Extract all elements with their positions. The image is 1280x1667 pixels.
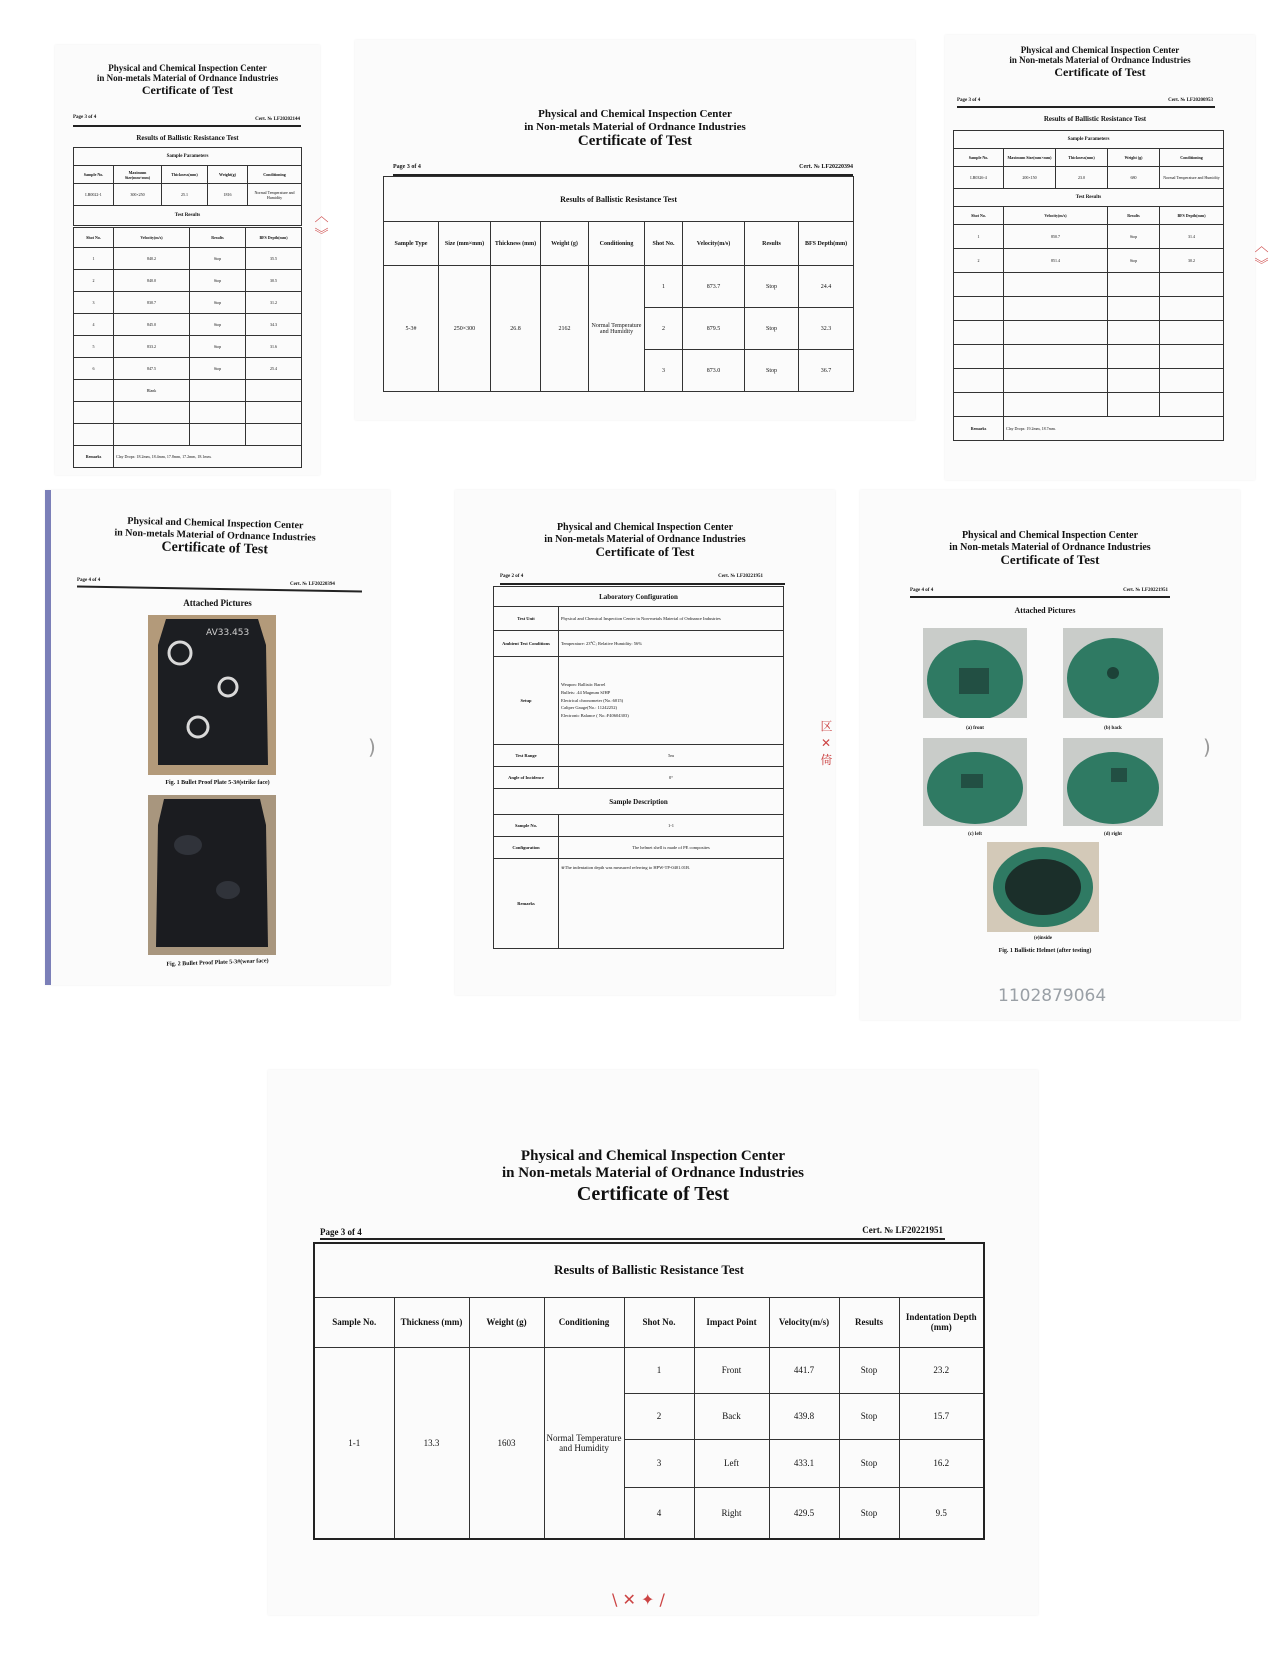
table-row	[74, 358, 302, 380]
table-cell: Stop	[190, 336, 246, 358]
table-cell: Indentation Depth (mm)	[899, 1297, 984, 1347]
table-cell: 850.7	[1004, 225, 1108, 249]
table-cell	[954, 297, 1004, 321]
table-cell	[1004, 345, 1108, 369]
table-row	[384, 266, 854, 308]
table-cell: 31.4	[1160, 225, 1224, 249]
table-cell: 24.4	[799, 266, 854, 308]
table-cell	[114, 402, 190, 424]
table-cell: Stop	[190, 358, 246, 380]
table-cell: Stop	[839, 1439, 899, 1487]
table-cell: 851.4	[1004, 249, 1108, 273]
cert-number: Cert. № LF20220394	[290, 582, 335, 587]
page-number: Page 3 of 4	[320, 1227, 362, 1237]
table-cell: Sample Description	[494, 789, 784, 815]
table-cell: Physical and Chemical Inspection Center in Non-metals Material of Ordnance Industries	[559, 607, 784, 631]
table-cell: 680	[1108, 167, 1160, 189]
page-number: Page 3 of 4	[73, 115, 97, 120]
helmet-left-photo	[923, 738, 1027, 826]
table-row	[74, 380, 302, 402]
table-cell: Sample No.	[494, 815, 559, 837]
test-results-table	[953, 206, 1224, 441]
table-cell: Test Unit	[494, 607, 559, 631]
divider	[320, 1238, 945, 1240]
table-cell: 23.2	[899, 1347, 984, 1393]
table-cell: 3	[624, 1439, 694, 1487]
table-cell: 16.2	[899, 1439, 984, 1487]
table-cell: Stop	[1108, 225, 1160, 249]
table-cell: Shot No.	[74, 228, 114, 248]
table-cell: 1	[74, 248, 114, 270]
certificate-header: Physical and Chemical Inspection Center in Non-metals Material of Ordnance Industries Certificate of Test	[114, 515, 316, 558]
table-cell	[246, 402, 302, 424]
table-cell: 833.2	[114, 336, 190, 358]
table-cell	[1004, 369, 1108, 393]
table-cell: 840.2	[114, 248, 190, 270]
table-cell: Maximum Size(mm×mm)	[114, 166, 162, 184]
certificate-header: Physical and Chemical Inspection Center in Non-metals Material of Ordnance Industries Certificate of Test	[501, 1148, 805, 1205]
table-cell	[114, 424, 190, 446]
table-cell: Clay Drops: 18.2mm, 18.4mm, 17.8mm, 17.2mm, 18.1mm.	[114, 446, 302, 468]
page-edge	[45, 490, 51, 985]
table-cell: Velocity(m/s)	[683, 222, 745, 266]
table-cell: 36.7	[799, 350, 854, 392]
table-cell: Remarks	[954, 417, 1004, 441]
table-cell: Results of Ballistic Resistance Test	[384, 177, 854, 222]
table-cell: Sample No.	[74, 166, 114, 184]
table-row	[74, 270, 302, 292]
table-cell	[954, 393, 1004, 417]
table-cell	[1108, 393, 1160, 417]
table-cell	[1004, 393, 1108, 417]
binder-mark: )	[1203, 735, 1211, 759]
certificate-page-1	[55, 45, 320, 475]
table-cell: Blank	[114, 380, 190, 402]
photo-caption: (a) front	[966, 726, 984, 731]
photo-caption: (c) left	[968, 832, 982, 837]
table-cell: Normal Temperature and Humidity	[1160, 167, 1224, 189]
table-cell: 9.5	[899, 1487, 984, 1539]
plate-marking: AV33.453	[206, 628, 250, 638]
cert-number: Cert. № LF20221951	[718, 574, 763, 579]
certificate-page-6	[860, 490, 1240, 1020]
photo-caption: (b) back	[1104, 726, 1122, 731]
table-cell	[1108, 297, 1160, 321]
table-cell: LR0326-4	[954, 167, 1004, 189]
table-cell: Sample No.	[314, 1297, 394, 1347]
table-cell: The helmet shell is made of PE composites	[559, 837, 784, 859]
page-number: Page 2 of 4	[500, 574, 524, 579]
table-cell: Laboratory Configuration	[494, 587, 784, 607]
table-row	[74, 314, 302, 336]
certificate-header: Physical and Chemical Inspection Center in Non-metals Material of Ordnance Industries Certificate of Test	[96, 63, 279, 97]
table-cell: 300×250	[114, 184, 162, 206]
table-cell: 873.0	[683, 350, 745, 392]
table-cell: Weight (g)	[1108, 149, 1160, 167]
table-cell: Stop	[1108, 249, 1160, 273]
certificate-header: Physical and Chemical Inspection Center in Non-metals Material of Ordnance Industries Certificate of Test	[544, 522, 746, 559]
table-cell	[954, 345, 1004, 369]
table-cell: 830.7	[114, 292, 190, 314]
table-cell: 4	[624, 1487, 694, 1539]
table-cell	[190, 424, 246, 446]
page-number: Page 3 of 4	[957, 98, 981, 103]
table-cell: Stop	[839, 1487, 899, 1539]
table-cell: 2	[954, 249, 1004, 273]
table-cell: Back	[694, 1393, 769, 1439]
table-cell: Conditioning	[589, 222, 645, 266]
table-cell: 1	[624, 1347, 694, 1393]
figure-caption: Fig. 1 Ballistic Helmet (after testing)	[998, 948, 1092, 954]
binder-mark: )	[368, 735, 376, 759]
table-cell: 5m	[559, 745, 784, 767]
table-cell: Thickness (mm)	[491, 222, 541, 266]
table-cell: Weight (g)	[469, 1297, 544, 1347]
table-cell: Shot No.	[645, 222, 683, 266]
table-cell: 433.1	[769, 1439, 839, 1487]
table-cell: Ambient Test Conditions	[494, 631, 559, 657]
table-cell: Stop	[745, 266, 799, 308]
figure-caption: Fig. 2 Bullet Proof Plate 5-3#(wear face)	[166, 958, 269, 968]
table-cell: Stop	[839, 1393, 899, 1439]
table-cell: 2	[645, 308, 683, 350]
table-cell: Test Range	[494, 745, 559, 767]
stamp-mark: 〈 》	[312, 208, 329, 242]
table-cell: 200×150	[1004, 167, 1056, 189]
table-cell: 1816	[208, 184, 248, 206]
table-cell: Remarks	[74, 446, 114, 468]
page-number: Page 4 of 4	[77, 578, 101, 583]
table-cell: Stop	[190, 270, 246, 292]
table-cell: 23.0	[1056, 167, 1108, 189]
certificate-header: Physical and Chemical Inspection Center in Non-metals Material of Ordnance Industries Certificate of Test	[524, 108, 746, 150]
helmet-right-photo	[1063, 738, 1163, 826]
table-cell: Test Results	[74, 206, 302, 226]
table-cell: 5-3#	[384, 266, 439, 392]
table-cell: Sample Parameters	[74, 148, 302, 166]
table-cell: 6	[74, 358, 114, 380]
helmet-front-photo	[923, 628, 1027, 718]
photo-caption: (d) right	[1104, 832, 1122, 837]
table-cell: Sample Parameters	[954, 131, 1224, 149]
table-row	[954, 225, 1224, 249]
table-cell: Maximum Size(mm×mm)	[1004, 149, 1056, 167]
test-results-table	[73, 227, 302, 468]
table-row	[314, 1347, 984, 1393]
cert-number: Cert. № LF20200953	[1168, 98, 1213, 103]
table-cell: Impact Point	[694, 1297, 769, 1347]
table-cell: 25.1	[162, 184, 208, 206]
table-cell: Velocity(m/s)	[769, 1297, 839, 1347]
plate-wear-face-photo	[148, 795, 276, 955]
table-cell: Setup	[494, 657, 559, 745]
table-cell: Stop	[745, 308, 799, 350]
results-table	[313, 1242, 985, 1540]
table-cell: 34.3	[246, 314, 302, 336]
table-cell	[74, 424, 114, 446]
page-number: Page 3 of 4	[393, 164, 421, 170]
results-table	[383, 176, 854, 392]
table-cell: Conditioning	[248, 166, 302, 184]
figure-caption: Fig. 1 Bullet Proof Plate 5-3#(strike face)	[165, 780, 270, 786]
cert-number: Cert. № LF20221951	[862, 1225, 943, 1235]
table-cell: 847.5	[114, 358, 190, 380]
table-cell: Normal Temperature and Humidity	[544, 1347, 624, 1539]
table-cell	[74, 380, 114, 402]
table-cell: 26.8	[491, 266, 541, 392]
table-cell: Results	[190, 228, 246, 248]
page-number: Page 4 of 4	[910, 588, 934, 593]
table-cell	[954, 369, 1004, 393]
table-cell: Results of Ballistic Resistance Test	[314, 1243, 984, 1297]
table-cell: Sample No.	[954, 149, 1004, 167]
table-cell	[1108, 273, 1160, 297]
table-cell	[1004, 273, 1108, 297]
table-cell: Stop	[190, 314, 246, 336]
table-cell: 845.0	[114, 314, 190, 336]
table-cell: 3	[645, 350, 683, 392]
table-row	[74, 292, 302, 314]
table-cell: 32.3	[799, 308, 854, 350]
photo-caption: (e)inside	[1033, 936, 1053, 941]
table-cell: Weight(g)	[208, 166, 248, 184]
table-row	[74, 248, 302, 270]
cert-number: Cert. № LF20202144	[255, 117, 300, 122]
id-watermark: 1102879064	[998, 986, 1107, 1006]
section-title: Attached Pictures	[1014, 606, 1076, 615]
table-cell: Size (mm×mm)	[439, 222, 491, 266]
table-cell: Thickness(mm)	[1056, 149, 1108, 167]
table-cell: Results	[745, 222, 799, 266]
table-cell: Thickness (mm)	[394, 1297, 469, 1347]
table-cell	[1160, 393, 1224, 417]
table-cell: Stop	[839, 1347, 899, 1393]
section-title: Results of Ballistic Resistance Test	[136, 134, 239, 142]
stamp-mark: \ ✕ ✦ /	[612, 1590, 665, 1609]
table-cell: 1	[954, 225, 1004, 249]
table-cell: Weight (g)	[541, 222, 589, 266]
table-cell: Results	[1108, 207, 1160, 225]
table-cell	[1108, 345, 1160, 369]
table-cell: Sample Type	[384, 222, 439, 266]
table-cell	[1160, 345, 1224, 369]
table-cell: 30.2	[1160, 249, 1224, 273]
table-cell: 879.5	[683, 308, 745, 350]
table-cell: Front	[694, 1347, 769, 1393]
table-cell: Normal Temperature and Humidity	[248, 184, 302, 206]
table-cell: 13.3	[394, 1347, 469, 1539]
table-cell: 1-1	[314, 1347, 394, 1539]
table-cell: Angle of Incidence	[494, 767, 559, 789]
divider	[910, 596, 1170, 598]
stamp-mark: 区 ✕ 倚	[819, 720, 833, 766]
plate-strike-face-photo	[148, 615, 276, 775]
table-cell: 5	[74, 336, 114, 358]
table-cell: Configuration	[494, 837, 559, 859]
table-cell: BFS Depth(mm)	[246, 228, 302, 248]
table-cell	[1160, 321, 1224, 345]
divider	[500, 583, 785, 585]
table-cell	[1160, 297, 1224, 321]
table-cell: Clay Drops: 19.2mm, 18.7mm.	[1004, 417, 1224, 441]
table-cell: 2162	[541, 266, 589, 392]
table-row	[954, 249, 1224, 273]
table-row	[74, 336, 302, 358]
table-cell: Shot No.	[624, 1297, 694, 1347]
table-cell: 1603	[469, 1347, 544, 1539]
table-cell: 2	[74, 270, 114, 292]
table-cell: Velocity(m/s)	[1004, 207, 1108, 225]
table-cell	[1160, 273, 1224, 297]
certificate-page-4	[45, 490, 390, 985]
table-cell: 3	[74, 292, 114, 314]
table-cell: 250×300	[439, 266, 491, 392]
table-cell: 873.7	[683, 266, 745, 308]
table-cell: Test Results	[954, 189, 1224, 207]
table-cell	[190, 380, 246, 402]
results-table	[73, 147, 302, 226]
table-cell	[1108, 321, 1160, 345]
certificate-page-5	[455, 490, 835, 995]
section-title: Results of Ballistic Resistance Test	[1043, 115, 1147, 123]
table-cell: Right	[694, 1487, 769, 1539]
table-cell	[1160, 369, 1224, 393]
table-cell: Remarks	[494, 859, 559, 949]
table-cell: 441.7	[769, 1347, 839, 1393]
table-cell	[74, 402, 114, 424]
table-cell	[954, 321, 1004, 345]
stamp-mark: 〈 》	[1252, 238, 1269, 272]
table-cell: Stop	[190, 292, 246, 314]
table-cell: BFS Depth(mm)	[799, 222, 854, 266]
helmet-inside-photo	[987, 842, 1099, 932]
cert-number: Cert. № LF20220394	[799, 164, 853, 170]
table-cell: Weapon: Ballistic Barrel Bullets: .44 Magnum SJHP Electrical chronometer (No.:6015) Caliper Gauge(No.: 11242252) Electronic Balance ( No.:F40604303)	[559, 657, 784, 745]
certificate-header: Physical and Chemical Inspection Center in Non-metals Material of Ordnance Industries Certificate of Test	[1009, 45, 1191, 79]
table-cell: 840.0	[114, 270, 190, 292]
table-cell: Stop	[190, 248, 246, 270]
table-cell: BFS Depth(mm)	[1160, 207, 1224, 225]
table-cell: 31.6	[246, 336, 302, 358]
table-cell: Velocity(m/s)	[114, 228, 190, 248]
table-cell: ※The indentation depth was measured referring to HPW-TP-0401.01B.	[559, 859, 784, 949]
table-cell: 439.8	[769, 1393, 839, 1439]
section-title: Attached Pictures	[183, 598, 252, 608]
table-cell: Thickness(mm)	[162, 166, 208, 184]
table-cell	[954, 273, 1004, 297]
table-cell	[246, 380, 302, 402]
table-cell: Normal Temperature and Humidity	[589, 266, 645, 392]
table-cell: 30.5	[246, 270, 302, 292]
table-cell	[1108, 369, 1160, 393]
table-cell: 15.7	[899, 1393, 984, 1439]
certificate-page-3	[945, 35, 1255, 480]
table-cell	[1004, 297, 1108, 321]
table-cell: Conditioning	[1160, 149, 1224, 167]
table-cell: Left	[694, 1439, 769, 1487]
table-cell: 31.2	[246, 292, 302, 314]
certificate-page-2	[355, 40, 915, 420]
table-cell: 0°	[559, 767, 784, 789]
cert-number: Cert. № LF20221951	[1123, 588, 1168, 593]
divider	[73, 125, 301, 127]
table-cell: 4	[74, 314, 114, 336]
table-cell: 25.4	[246, 358, 302, 380]
table-cell: Shot No.	[954, 207, 1004, 225]
table-cell: 1-1	[559, 815, 784, 837]
divider	[957, 106, 1215, 108]
table-cell: 35.5	[246, 248, 302, 270]
table-cell	[246, 424, 302, 446]
certificate-page-7	[268, 1070, 1038, 1615]
table-cell: Results	[839, 1297, 899, 1347]
table-cell: 429.5	[769, 1487, 839, 1539]
helmet-back-photo	[1063, 628, 1163, 718]
laboratory-configuration-table	[493, 586, 784, 949]
table-cell: Conditioning	[544, 1297, 624, 1347]
table-cell: 2	[624, 1393, 694, 1439]
table-cell: LR0022-1	[74, 184, 114, 206]
results-table	[953, 130, 1224, 207]
certificate-header: Physical and Chemical Inspection Center in Non-metals Material of Ordnance Industries Certificate of Test	[949, 530, 1151, 567]
table-cell: Stop	[745, 350, 799, 392]
table-cell	[190, 402, 246, 424]
table-cell: 1	[645, 266, 683, 308]
table-cell	[1004, 321, 1108, 345]
table-cell: Temperature: 23℃; Relative Humidity: 56%	[559, 631, 784, 657]
